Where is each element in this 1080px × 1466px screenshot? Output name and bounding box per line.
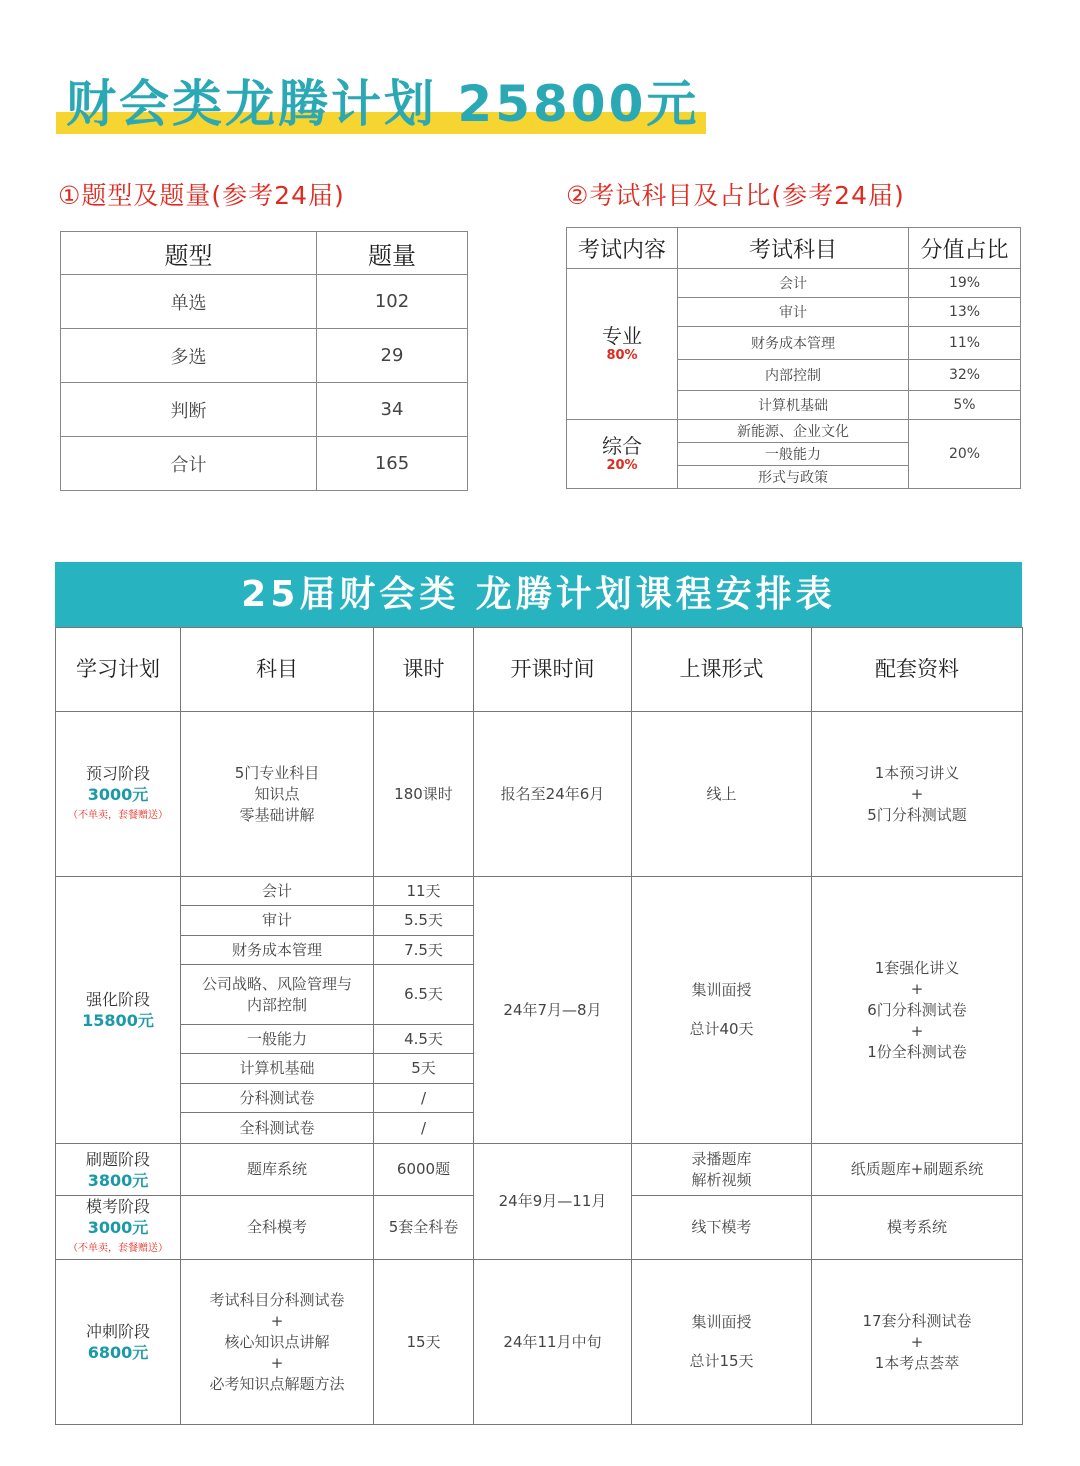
table-row bbox=[567, 420, 1021, 443]
stage-price: 3000元 bbox=[87, 784, 149, 804]
spacer bbox=[632, 1333, 811, 1351]
stage-price: 3000元 bbox=[87, 1218, 149, 1237]
hours-cell: 7.5天 bbox=[374, 936, 474, 965]
table-row bbox=[56, 1260, 1023, 1425]
stage-name: 刷题阶段 bbox=[85, 1149, 150, 1169]
share-cell: 11% bbox=[909, 327, 1021, 360]
subject-cell: 财务成本管理 bbox=[678, 327, 909, 360]
table-row bbox=[61, 383, 468, 437]
category-name: 综合 bbox=[602, 434, 642, 458]
line: 解析视频 bbox=[691, 1170, 752, 1189]
line: 1本预习讲义 bbox=[874, 763, 960, 782]
header-materials: 配套资料 bbox=[812, 628, 1023, 712]
line: 录播题库 bbox=[691, 1149, 752, 1168]
type-cell: 合计 bbox=[61, 437, 317, 491]
spacer bbox=[632, 1001, 811, 1019]
hours-cell: 11天 bbox=[374, 877, 474, 906]
header-count: 题量 bbox=[317, 232, 468, 275]
count-cell: 34 bbox=[317, 383, 468, 437]
time-cell: 24年9月—11月 bbox=[474, 1144, 632, 1260]
question-type-table bbox=[60, 231, 468, 491]
time-cell: 24年11月中旬 bbox=[474, 1260, 632, 1425]
share-cell: 13% bbox=[909, 298, 1021, 327]
stage-price: 3800元 bbox=[87, 1170, 149, 1190]
table-row bbox=[61, 437, 468, 491]
subject-cell: 审计 bbox=[678, 298, 909, 327]
subject-cell: 财务成本管理 bbox=[181, 936, 374, 965]
line: 1套强化讲义 bbox=[874, 958, 960, 977]
line: 必考知识点解题方法 bbox=[209, 1374, 345, 1393]
header-subject: 科目 bbox=[181, 628, 374, 712]
table-row bbox=[61, 329, 468, 383]
count-cell: 102 bbox=[317, 275, 468, 329]
subject-cell: 计算机基础 bbox=[678, 391, 909, 420]
schedule-banner: 25届财会类 龙腾计划课程安排表 bbox=[55, 562, 1022, 628]
type-cell: 单选 bbox=[61, 275, 317, 329]
header-hours: 课时 bbox=[374, 628, 474, 712]
time-cell: 24年7月—8月 bbox=[474, 877, 632, 1144]
exam-subject-table bbox=[566, 227, 1021, 489]
subject-cell bbox=[181, 712, 374, 877]
hours-cell: 5天 bbox=[374, 1054, 474, 1084]
category-professional bbox=[567, 269, 678, 420]
header-plan: 学习计划 bbox=[56, 628, 181, 712]
materials-cell bbox=[812, 1260, 1023, 1425]
section2-heading: ②考试科目及占比(参考24届) bbox=[566, 181, 905, 210]
header-content: 考试内容 bbox=[567, 228, 678, 269]
line: 总计40天 bbox=[689, 1020, 754, 1038]
category-general bbox=[567, 420, 678, 489]
stage-preview bbox=[56, 712, 181, 877]
line: 6门分科测试卷 bbox=[867, 1000, 967, 1019]
stage-name: 冲刺阶段 bbox=[85, 1322, 150, 1341]
table-header-row bbox=[61, 232, 468, 275]
line: 集训面授 bbox=[691, 981, 752, 999]
table-header-row bbox=[56, 628, 1023, 712]
format-cell bbox=[632, 877, 812, 1144]
hours-cell: 5套全科卷 bbox=[374, 1196, 474, 1260]
subject-cell: 计算机基础 bbox=[181, 1054, 374, 1084]
table-row bbox=[56, 712, 1023, 877]
hours-cell: 6000题 bbox=[374, 1144, 474, 1196]
category-name: 专业 bbox=[602, 324, 642, 348]
subject-cell: 会计 bbox=[678, 269, 909, 298]
line: + bbox=[270, 1353, 284, 1372]
header-time: 开课时间 bbox=[474, 628, 632, 712]
section1-heading: ①题型及题量(参考24届) bbox=[58, 181, 345, 210]
header-share: 分值占比 bbox=[909, 228, 1021, 269]
line: 总计15天 bbox=[689, 1352, 754, 1370]
share-cell: 5% bbox=[909, 391, 1021, 420]
hours-cell: / bbox=[374, 1084, 474, 1113]
stage-intensive bbox=[56, 877, 181, 1144]
time-cell: 报名至24年6月 bbox=[474, 712, 632, 877]
format-cell bbox=[632, 1144, 812, 1196]
share-cell: 19% bbox=[909, 269, 1021, 298]
table-row bbox=[56, 877, 1023, 906]
category-percent: 20% bbox=[606, 458, 638, 473]
line: 1本考点荟萃 bbox=[874, 1353, 960, 1372]
materials-cell: 纸质题库+刷题系统 bbox=[812, 1144, 1023, 1196]
line: 知识点 bbox=[254, 784, 300, 803]
hours-cell: / bbox=[374, 1113, 474, 1144]
stage-price: 15800元 bbox=[82, 1011, 154, 1030]
type-cell: 多选 bbox=[61, 329, 317, 383]
hours-cell: 5.5天 bbox=[374, 906, 474, 936]
line: 5门专业科目 bbox=[234, 763, 320, 782]
table-header-row bbox=[567, 228, 1021, 269]
line: 考试科目分科测试卷 bbox=[209, 1290, 345, 1309]
header-type: 题型 bbox=[61, 232, 317, 275]
line: + bbox=[910, 979, 924, 998]
format-cell bbox=[632, 1260, 812, 1425]
format-cell: 线下模考 bbox=[632, 1196, 812, 1260]
line: 集训面授 bbox=[691, 1313, 752, 1331]
title-block bbox=[56, 72, 716, 136]
stage-mock bbox=[56, 1196, 181, 1260]
subject-cell: 审计 bbox=[181, 906, 374, 936]
header-subject: 考试科目 bbox=[678, 228, 909, 269]
line: + bbox=[910, 1021, 924, 1040]
line: 17套分科测试卷 bbox=[862, 1311, 972, 1330]
hours-cell: 15天 bbox=[374, 1260, 474, 1425]
table-row bbox=[567, 269, 1021, 298]
line: 核心知识点讲解 bbox=[224, 1332, 330, 1351]
share-cell: 20% bbox=[909, 420, 1021, 489]
subject-cell: 一般能力 bbox=[181, 1025, 374, 1054]
subject-cell bbox=[181, 1260, 374, 1425]
table-row bbox=[61, 275, 468, 329]
hours-cell: 4.5天 bbox=[374, 1025, 474, 1054]
subject-cell: 会计 bbox=[181, 877, 374, 906]
stage-name: 强化阶段 bbox=[85, 990, 150, 1009]
materials-cell bbox=[812, 877, 1023, 1144]
category-percent: 80% bbox=[606, 348, 638, 363]
stage-name: 预习阶段 bbox=[85, 763, 150, 783]
subject-cell: 新能源、企业文化 bbox=[678, 420, 909, 443]
line: 5门分科测试题 bbox=[867, 805, 967, 824]
stage-note: （不单卖，套餐赠送） bbox=[68, 809, 168, 821]
page-title: 财会类龙腾计划 25800元 bbox=[66, 75, 700, 133]
subject-cell: 全科测试卷 bbox=[181, 1113, 374, 1144]
format-cell: 线上 bbox=[632, 712, 812, 877]
type-cell: 判断 bbox=[61, 383, 317, 437]
line: 1份全科测试卷 bbox=[867, 1042, 967, 1061]
stage-drill bbox=[56, 1144, 181, 1196]
stage-price: 6800元 bbox=[87, 1343, 149, 1362]
schedule-table bbox=[55, 627, 1023, 1425]
subject-cell: 形式与政策 bbox=[678, 466, 909, 489]
line: + bbox=[270, 1311, 284, 1330]
stage-note: （不单卖，套餐赠送） bbox=[68, 1243, 168, 1254]
count-cell: 165 bbox=[317, 437, 468, 491]
table-row bbox=[56, 1144, 1023, 1196]
line: 零基础讲解 bbox=[239, 805, 315, 824]
subject-cell: 全科模考 bbox=[181, 1196, 374, 1260]
stage-sprint bbox=[56, 1260, 181, 1425]
subject-cell: 一般能力 bbox=[678, 443, 909, 466]
header-format: 上课形式 bbox=[632, 628, 812, 712]
materials-cell bbox=[812, 712, 1023, 877]
count-cell: 29 bbox=[317, 329, 468, 383]
subject-cell: 公司战略、风险管理与内部控制 bbox=[181, 965, 374, 1025]
subject-cell: 分科测试卷 bbox=[181, 1084, 374, 1113]
line: + bbox=[910, 1332, 924, 1351]
subject-cell: 题库系统 bbox=[181, 1144, 374, 1196]
materials-cell: 模考系统 bbox=[812, 1196, 1023, 1260]
line: + bbox=[910, 784, 924, 803]
share-cell: 32% bbox=[909, 360, 1021, 391]
hours-cell: 6.5天 bbox=[374, 965, 474, 1025]
stage-name: 模考阶段 bbox=[85, 1197, 150, 1216]
subject-cell: 内部控制 bbox=[678, 360, 909, 391]
hours-cell: 180课时 bbox=[374, 712, 474, 877]
